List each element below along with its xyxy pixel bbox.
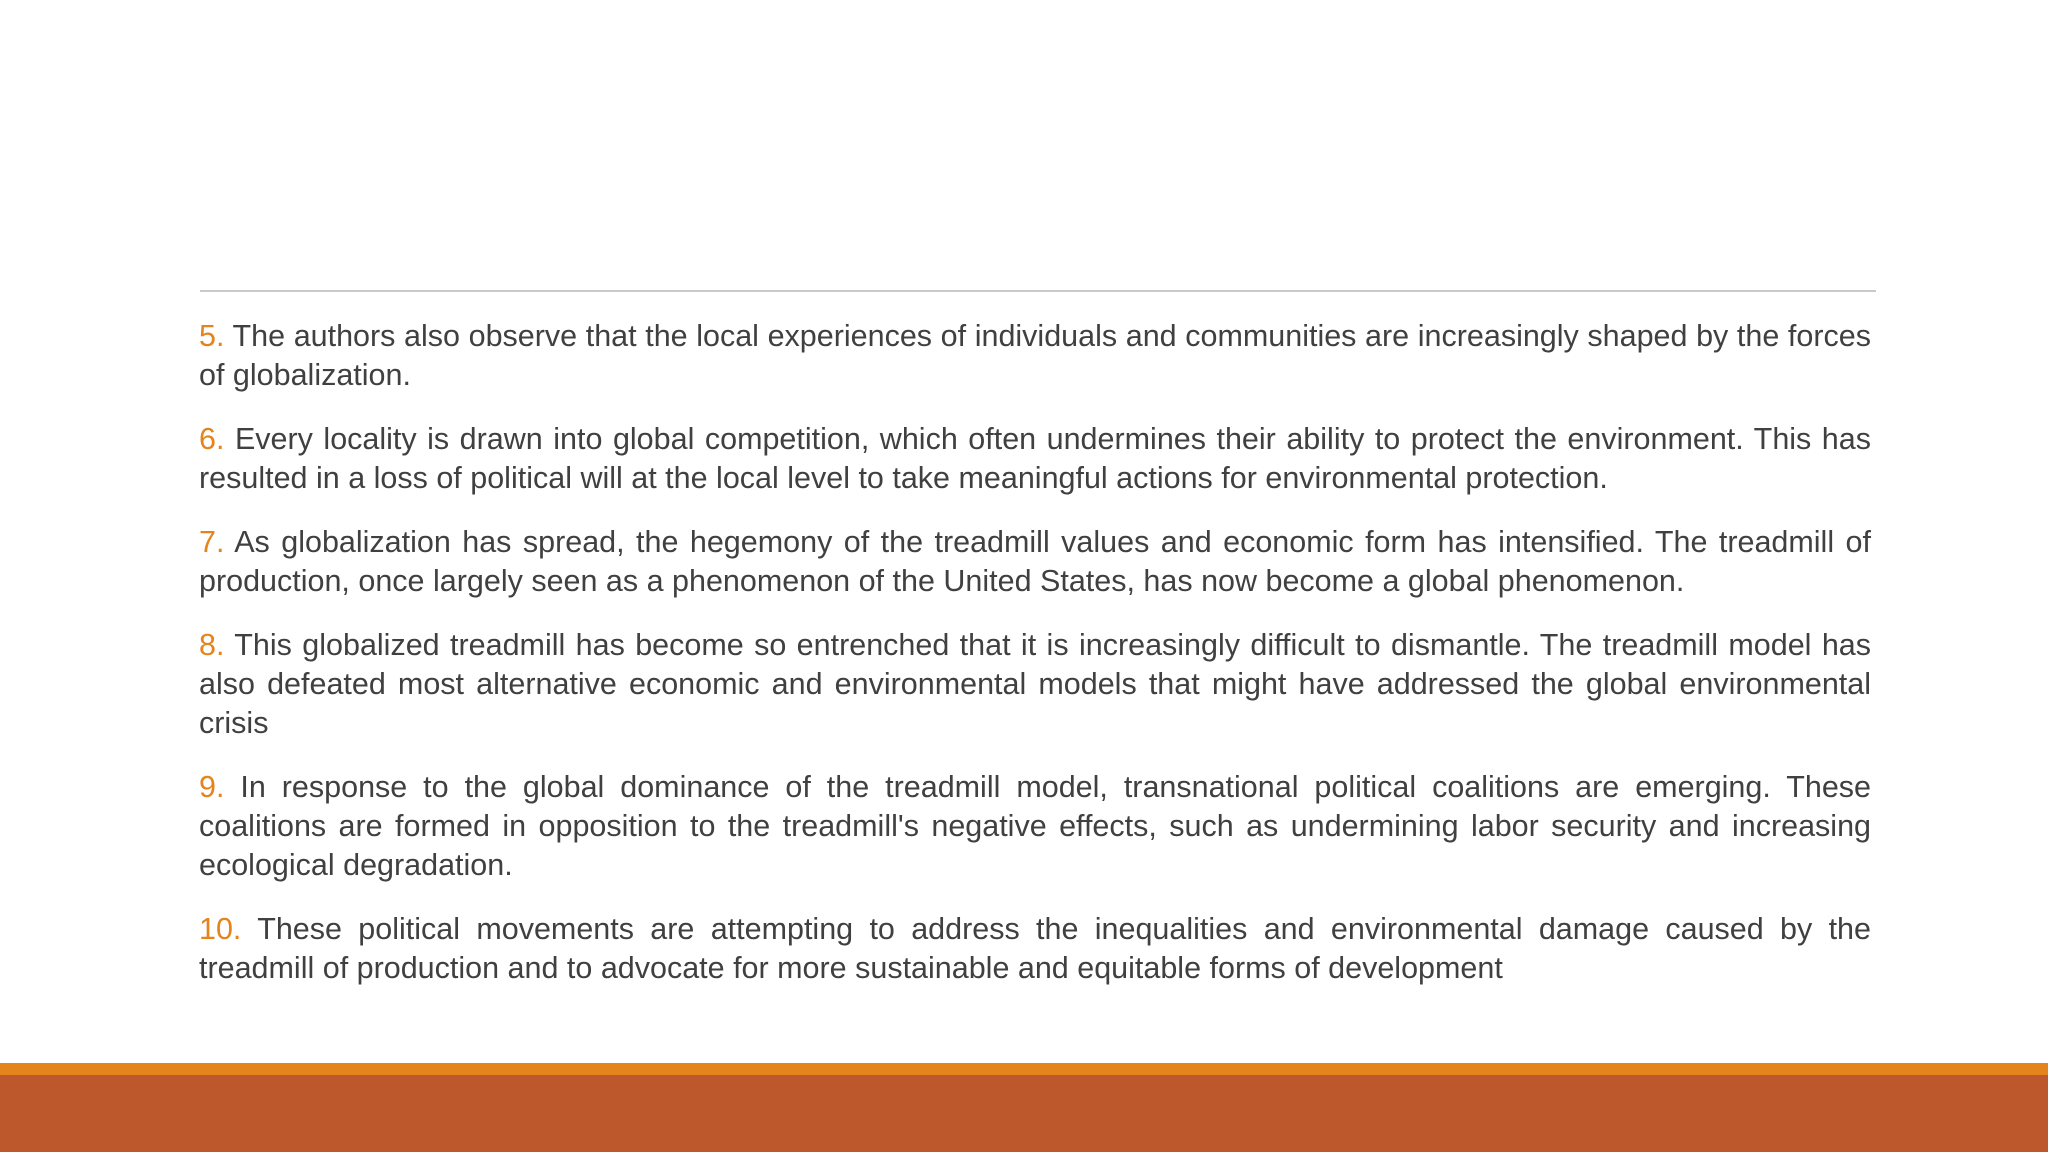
item-number: 10. (199, 912, 242, 946)
list-item (199, 523, 1871, 601)
item-number: 9. (199, 770, 225, 804)
item-number: 8. (199, 628, 225, 662)
footer-band (0, 1063, 2048, 1152)
item-text: The authors also observe that the local experiences of individuals and communities are increasingly shaped by the forces of globalization. (199, 319, 1871, 392)
list-item (199, 626, 1871, 743)
list-item (199, 420, 1871, 498)
item-number: 5. (199, 319, 225, 353)
content-body (199, 317, 1871, 1013)
list-item (199, 317, 1871, 395)
footer-accent-stripe (0, 1063, 2048, 1075)
item-text: Every locality is drawn into global competition, which often undermines their ability to protect the environment. This has resulted in a loss of political will at the local level to take meaningful actions for environmental protection. (199, 422, 1871, 495)
item-text: This globalized treadmill has become so entrenched that it is increasingly difficult to dismantle. The treadmill model has also defeated most alternative economic and environmental models that might have addressed the global environmental crisis (199, 628, 1871, 740)
list-item (199, 768, 1871, 885)
title-divider (200, 290, 1876, 292)
item-text: These political movements are attempting to address the inequalities and environmental damage caused by the treadmill of production and to advocate for more sustainable and equitable forms of development (199, 912, 1871, 985)
item-number: 7. (199, 525, 225, 559)
item-number: 6. (199, 422, 225, 456)
footer-bar (0, 1075, 2048, 1152)
list-item (199, 910, 1871, 988)
item-text: As globalization has spread, the hegemony of the treadmill values and economic form has intensified. The treadmill of production, once largely seen as a phenomenon of the United States, has now become a global phenomenon. (199, 525, 1871, 598)
item-text: In response to the global dominance of the treadmill model, transnational political coalitions are emerging. These coalitions are formed in opposition to the treadmill's negative effects, such as undermining labor security and increasing ecological degradation. (199, 770, 1871, 882)
